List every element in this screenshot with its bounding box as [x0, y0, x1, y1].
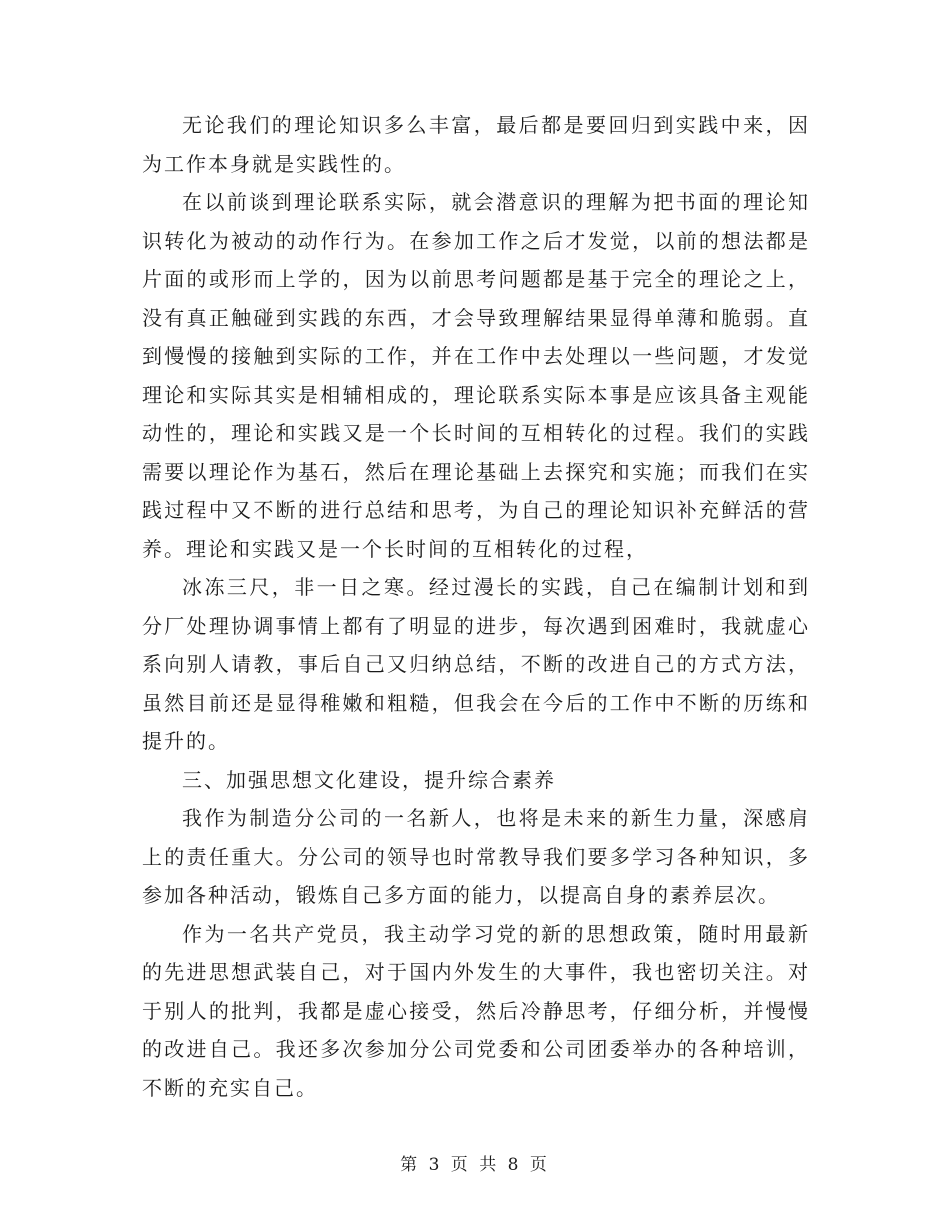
paragraph-1: 无论我们的理论知识多么丰富，最后都是要回归到实践中来，因为工作本身就是实践性的。: [142, 113, 810, 176]
paragraph-4: 我作为制造分公司的一名新人，也将是未来的新生力量，深感肩上的责任重大。分公司的领导也时常教导我们要多学习各种知识，多参加各种活动，锻炼自己多方面的能力，以提高自身的素养层次。: [142, 806, 810, 907]
section-heading: 三、加强思想文化建设，提升综合素养: [182, 767, 556, 792]
paragraph-3: 冰冻三尺，非一日之寒。经过漫长的实践，自己在编制计划和到分厂处理协调事情上都有了明显的进步，每次遇到困难时，我就虚心系向别人请教，事后自己又归纳总结，不断的改进自己的方式方法，虽然目前还是显得稚嫩和粗糙，但我会在今后的工作中不断的历练和提升的。: [142, 575, 810, 753]
paragraph-5: 作为一名共产党员，我主动学习党的新的思想政策，随时用最新的先进思想武装自己，对于国内外发生的大事件，我也密切关注。对于别人的批判，我都是虚心接受，然后冷静思考，仔细分析，并慢慢的改进自己。我还多次参加分公司党委和公司团委举办的各种培训，不断的充实自己。: [142, 921, 810, 1100]
paragraph-2: 在以前谈到理论联系实际，就会潜意识的理解为把书面的理论知识转化为被动的动作行为。在参加工作之后才发觉，以前的想法都是片面的或形而上学的，因为以前思考问题都是基于完全的理论之上，没有真正触碰到实践的东西，才会导致理解结果显得单薄和脆弱。直到慢慢的接触到实际的工作，并在工作中去处理以一些问题，才发觉理论和实际其实是相辅相成的，理论联系实际本事是应该具备主观能动性的，理论和实践又是一个长时间的互相转化的过程。我们的实践需要以理论作为基石，然后在理论基础上去探究和实施；而我们在实践过程中又不断的进行总结和思考，为自己的理论知识补充鲜活的营养。理论和实践又是一个长时间的互相转化的过程，: [142, 190, 810, 561]
document-body: [142, 106, 810, 1107]
page-footer: 第 3 页 共 8 页: [400, 1155, 550, 1175]
